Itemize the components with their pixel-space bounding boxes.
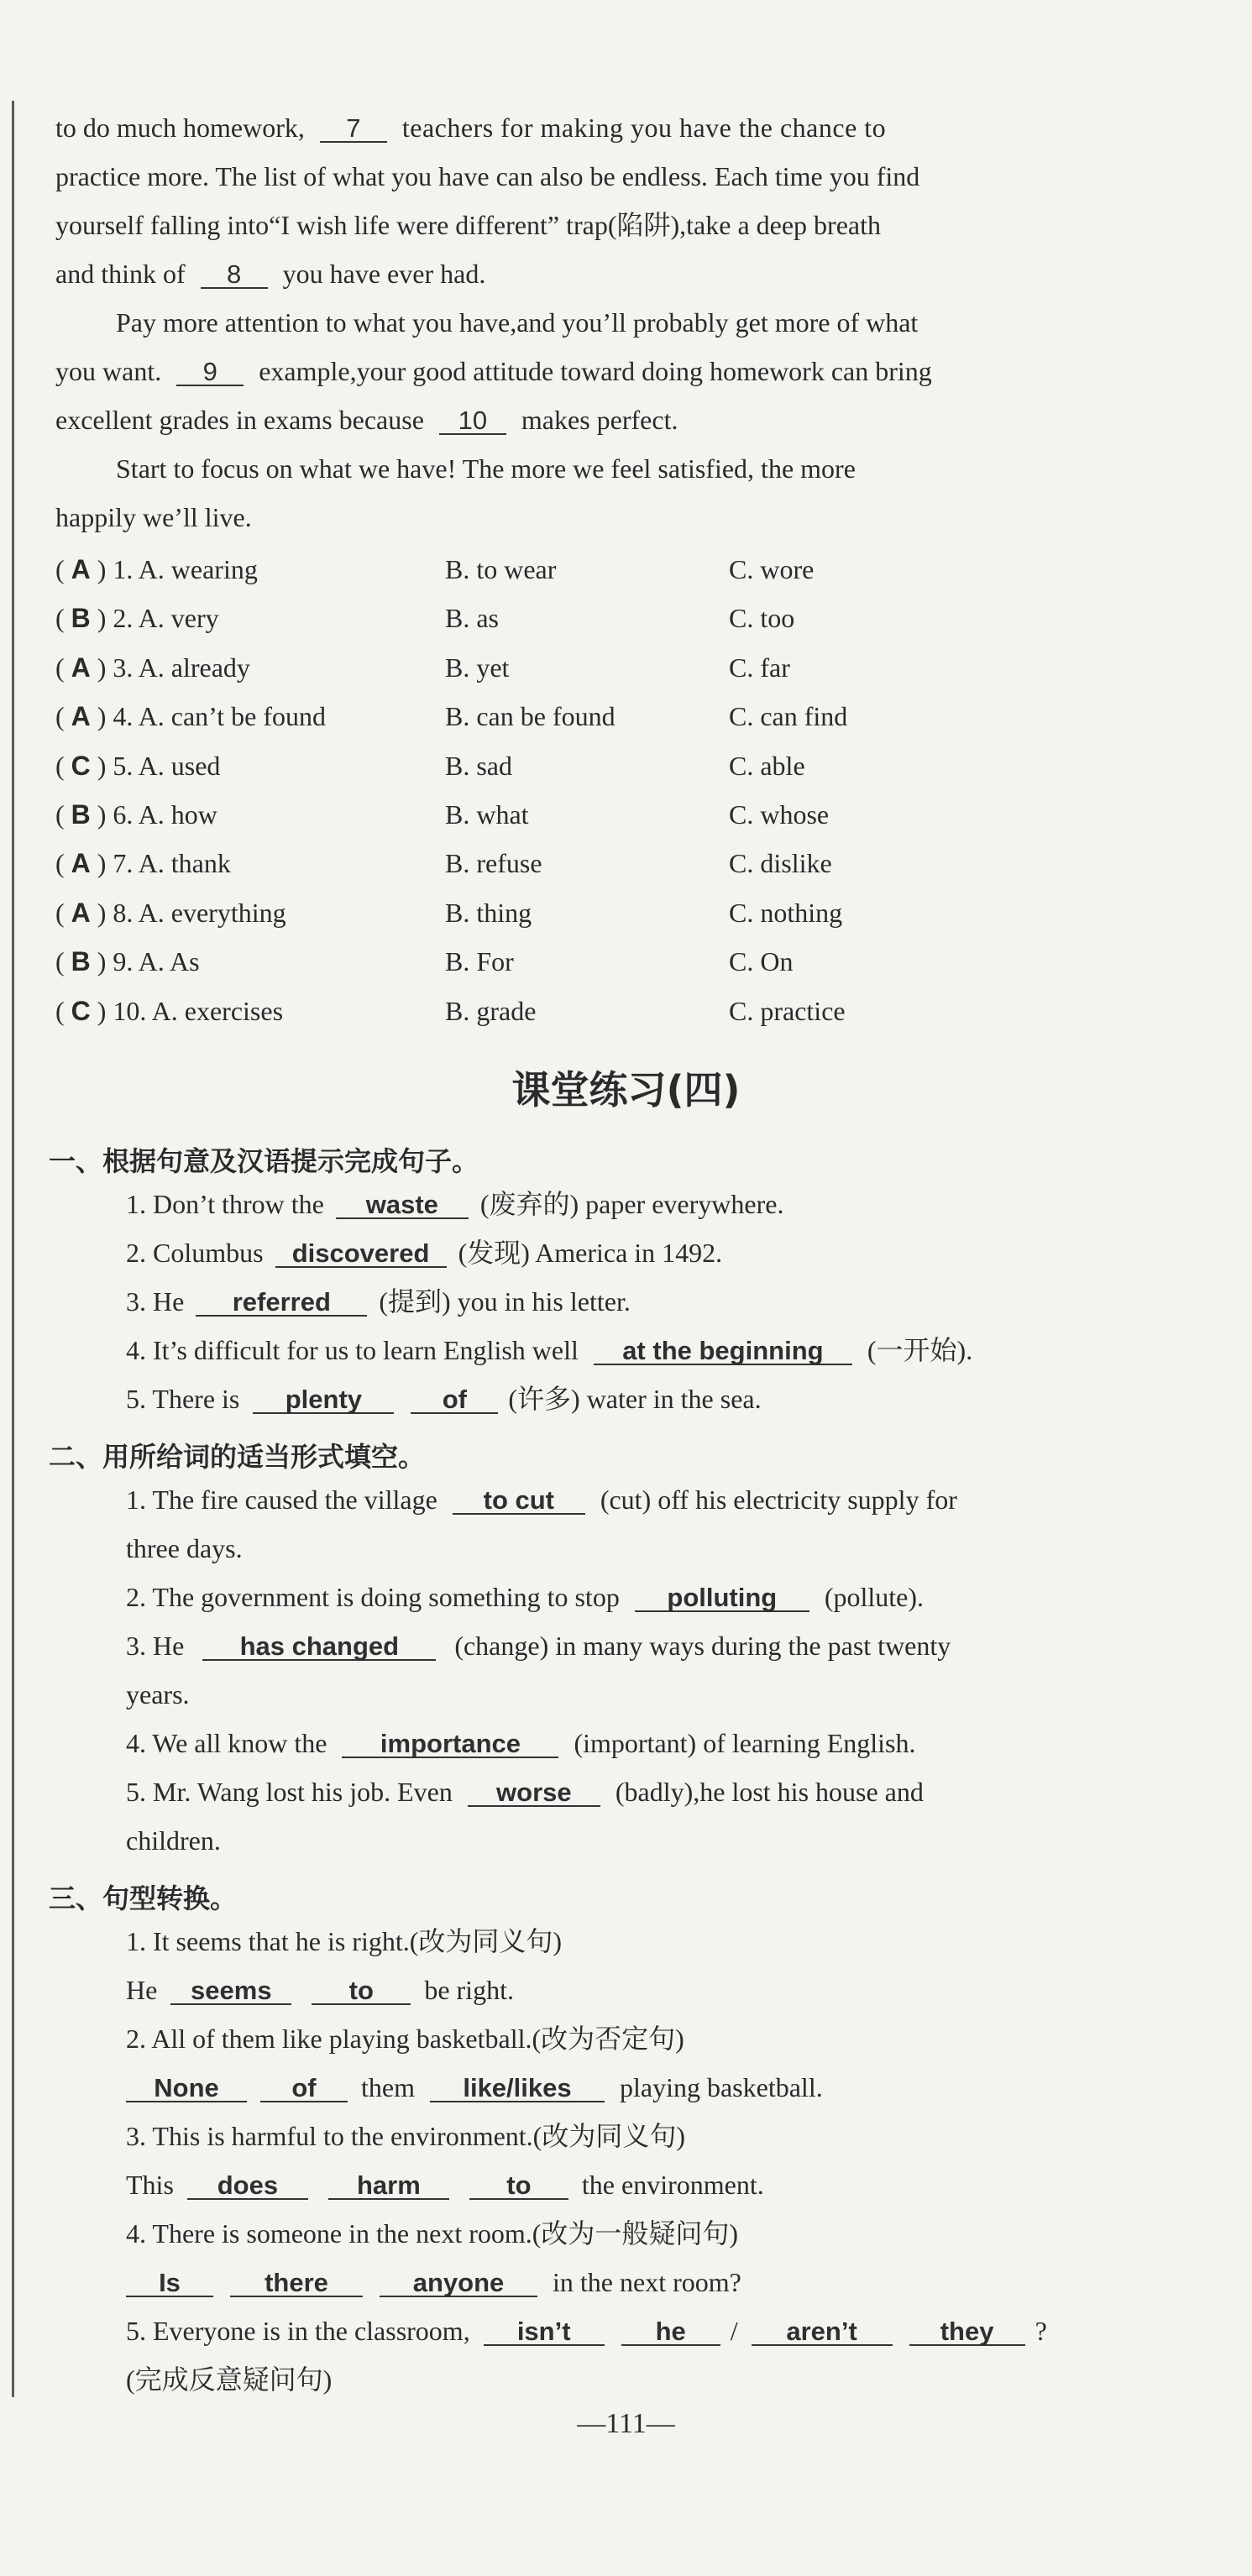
mc-question: ( A ) 1. A. wearing	[55, 554, 258, 584]
passage-line-9: happily we’ll live.	[55, 502, 252, 532]
passage-line-6: you want. 9 example,your good attitude toward doing homework can bring	[55, 356, 932, 386]
option-b[interactable]: B. thing	[445, 898, 532, 928]
option-c[interactable]: C. wore	[729, 554, 815, 584]
option-c[interactable]: C. far	[729, 652, 790, 683]
answer-field[interactable]: to cut	[453, 1487, 585, 1515]
answer-field[interactable]: seems	[170, 1977, 291, 2005]
part1-q4: 4. It’s difficult for us to learn English well at the beginning (一开始).	[126, 1335, 973, 1365]
option-b[interactable]: B. For	[445, 946, 514, 976]
answer-field[interactable]: there	[230, 2270, 363, 2297]
part3-q5-note: (完成反意疑问句)	[126, 2364, 333, 2395]
answer-field[interactable]: plenty	[253, 1386, 394, 1414]
margin-line	[12, 101, 14, 2397]
part3-q5: 5. Everyone is in the classroom, isn’t he / aren’t they ?	[126, 2316, 1047, 2346]
option-c[interactable]: C. On	[729, 946, 794, 976]
option-a[interactable]: 10. A. exercises	[113, 996, 284, 1026]
part3-q4-answer: Is there anyone in the next room?	[126, 2269, 741, 2297]
answer-field[interactable]: aren’t	[752, 2318, 893, 2346]
part3-heading: 三、句型转换。	[49, 1882, 238, 1914]
part3-q1-answer: He seems to be right.	[126, 1975, 514, 2005]
answer-field[interactable]: isn’t	[484, 2318, 605, 2346]
answer-field[interactable]: polluting	[635, 1584, 809, 1612]
answer-field[interactable]: harm	[328, 2172, 449, 2200]
part2-q1: 1. The fire caused the village to cut (cut) off his electricity supply for	[126, 1484, 957, 1515]
answer-field[interactable]: worse	[468, 1779, 600, 1807]
part1-heading: 一、根据句意及汉语提示完成句子。	[49, 1145, 479, 1177]
option-a[interactable]: 6. A. how	[113, 799, 217, 830]
selected-choice[interactable]: A	[71, 701, 91, 731]
mc-question: ( B ) 6. A. how	[55, 799, 217, 830]
passage-line-5: Pay more attention to what you have,and you’ll probably get more of what	[116, 307, 919, 338]
part1-q3: 3. He referred (提到) you in his letter.	[126, 1286, 631, 1317]
part2-q5: 5. Mr. Wang lost his job. Even worse (badly),he lost his house and	[126, 1777, 924, 1807]
mc-question: ( B ) 2. A. very	[55, 603, 219, 633]
passage-line-2: practice more. The list of what you have can also be endless. Each time you find	[55, 161, 920, 191]
blank-10[interactable]: 10	[439, 407, 506, 435]
option-a[interactable]: 2. A. very	[113, 603, 219, 633]
answer-field[interactable]: at the beginning	[594, 1338, 852, 1365]
part2-q3-cont: years.	[126, 1679, 190, 1709]
part3-q4: 4. There is someone in the next room.(改为一般疑问句)	[126, 2218, 739, 2249]
passage-line-1: to do much homework, 7 teachers for making you have the chance to	[55, 113, 887, 143]
mc-question: ( A ) 3. A. already	[55, 652, 250, 683]
passage-line-3: yourself falling into“I wish life were different” trap(陷阱),take a deep breath	[55, 210, 882, 240]
answer-field[interactable]: of	[411, 1386, 498, 1414]
answer-field[interactable]: discovered	[275, 1240, 447, 1268]
answer-field[interactable]: they	[909, 2318, 1025, 2346]
option-b[interactable]: B. as	[445, 603, 499, 633]
option-c[interactable]: C. practice	[729, 996, 846, 1026]
mc-question: ( A ) 4. A. can’t be found	[55, 701, 326, 731]
option-b[interactable]: B. yet	[445, 652, 510, 683]
option-b[interactable]: B. what	[445, 799, 529, 830]
option-a[interactable]: 3. A. already	[113, 652, 250, 683]
answer-field[interactable]: None	[126, 2075, 247, 2102]
answer-field[interactable]: importance	[342, 1730, 558, 1758]
page-title: 课堂练习(四)	[511, 1067, 741, 1113]
mc-question: ( A ) 7. A. thank	[55, 848, 231, 878]
part1-q5: 5. There is plenty of (许多) water in the sea.	[126, 1384, 762, 1414]
part3-q2-answer: None of them like/likes playing basketball.	[126, 2074, 823, 2102]
option-a[interactable]: 4. A. can’t be found	[113, 701, 326, 731]
option-a[interactable]: 8. A. everything	[113, 898, 286, 928]
passage-line-4: and think of 8 you have ever had.	[55, 259, 486, 289]
selected-choice[interactable]: A	[71, 554, 91, 584]
part2-q5-cont: children.	[126, 1825, 221, 1856]
part2-heading: 二、用所给词的适当形式填空。	[49, 1441, 426, 1473]
option-b[interactable]: B. sad	[445, 751, 512, 781]
mc-question: ( C ) 10. A. exercises	[55, 996, 284, 1026]
answer-field[interactable]: Is	[126, 2270, 213, 2297]
part1-q2: 2. Columbus discovered (发现) America in 1492.	[126, 1238, 723, 1268]
answer-field[interactable]: of	[260, 2075, 348, 2102]
blank-8[interactable]: 8	[201, 261, 268, 289]
option-c[interactable]: C. nothing	[729, 898, 843, 928]
part3-q1: 1. It seems that he is right.(改为同义句)	[126, 1926, 563, 1956]
answer-field[interactable]: has changed	[202, 1633, 436, 1661]
part2-q4: 4. We all know the importance (important) of learning English.	[126, 1728, 916, 1758]
passage-line-8: Start to focus on what we have! The more we feel satisfied, the more	[116, 453, 856, 484]
answer-field[interactable]: anyone	[380, 2270, 537, 2297]
page-number: —111—	[577, 2408, 675, 2439]
answer-field[interactable]: to	[312, 1977, 411, 2005]
answer-field[interactable]: referred	[196, 1289, 367, 1317]
option-b[interactable]: B. to wear	[445, 554, 557, 584]
answer-field[interactable]: waste	[336, 1191, 469, 1219]
selected-choice[interactable]: A	[71, 652, 91, 683]
answer-field[interactable]: does	[187, 2172, 308, 2200]
selected-choice[interactable]: B	[71, 603, 91, 633]
option-c[interactable]: C. too	[729, 603, 795, 633]
part3-q2: 2. All of them like playing basketball.(改为否定句)	[126, 2024, 684, 2054]
passage-line-7: excellent grades in exams because 10 makes perfect.	[55, 405, 678, 435]
option-c[interactable]: C. can find	[729, 701, 848, 731]
selected-choice[interactable]: A	[71, 898, 91, 928]
answer-field[interactable]: to	[469, 2172, 568, 2200]
selected-choice[interactable]: C	[71, 751, 91, 781]
selected-choice[interactable]: B	[71, 799, 91, 830]
part1-q1: 1. Don’t throw the waste (废弃的) paper everywhere.	[126, 1189, 784, 1219]
selected-choice[interactable]: B	[71, 946, 91, 976]
option-a[interactable]: 9. A. As	[113, 946, 200, 976]
option-c[interactable]: C. whose	[729, 799, 830, 830]
part2-q2: 2. The government is doing something to stop polluting (pollute).	[126, 1582, 924, 1612]
option-c[interactable]: C. dislike	[729, 848, 832, 878]
option-c[interactable]: C. able	[729, 751, 805, 781]
part2-q1-cont: three days.	[126, 1533, 243, 1563]
option-b[interactable]: B. can be found	[445, 701, 616, 731]
option-a[interactable]: 1. A. wearing	[113, 554, 258, 584]
option-a[interactable]: 7. A. thank	[113, 848, 231, 878]
blank-9[interactable]: 9	[176, 359, 244, 386]
mc-question: ( A ) 8. A. everything	[55, 898, 286, 928]
answer-field[interactable]: like/likes	[430, 2075, 605, 2102]
part3-q3-answer: This does harm to the environment.	[126, 2170, 764, 2200]
blank-7[interactable]: 7	[320, 115, 387, 143]
option-a[interactable]: 5. A. used	[113, 751, 221, 781]
answer-field[interactable]: he	[621, 2318, 720, 2346]
part3-q3: 3. This is harmful to the environment.(改为同义句)	[126, 2121, 685, 2151]
part2-q3: 3. He has changed (change) in many ways during the past twenty	[126, 1631, 951, 1661]
mc-question: ( B ) 9. A. As	[55, 946, 200, 976]
selected-choice[interactable]: C	[71, 996, 91, 1026]
option-b[interactable]: B. refuse	[445, 848, 542, 878]
mc-question: ( C ) 5. A. used	[55, 751, 221, 781]
selected-choice[interactable]: A	[71, 848, 91, 878]
option-b[interactable]: B. grade	[445, 996, 537, 1026]
